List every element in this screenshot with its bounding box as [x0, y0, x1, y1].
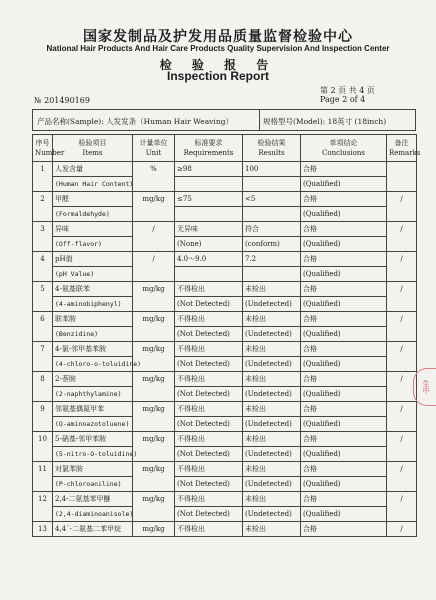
result-en: (Undetected)	[243, 357, 301, 372]
conclusion-en: (Qualified)	[301, 207, 387, 222]
item-name-cn: 2-萘胺	[53, 372, 133, 387]
requirement-cn: 不得检出	[175, 312, 243, 327]
table-row	[33, 462, 417, 477]
requirement-cn: 不得检出	[175, 492, 243, 507]
remark-cell: /	[387, 252, 417, 282]
requirement-en: (Not Detected)	[175, 327, 243, 342]
requirement-en: (Not Detected)	[175, 387, 243, 402]
row-number: 11	[33, 462, 53, 492]
row-number: 3	[33, 222, 53, 252]
result-en: (conform)	[243, 237, 301, 252]
unit-cell: %	[133, 162, 175, 192]
col-header-conclusions: 单项结论 Conclusions	[301, 135, 387, 162]
conclusion-cn: 合格	[301, 312, 387, 327]
table-row-en	[33, 357, 417, 372]
result-cn: 100	[243, 162, 301, 177]
conclusion-en: (Qualified)	[301, 477, 387, 492]
requirement-en: (None)	[175, 237, 243, 252]
remark-cell: /	[387, 282, 417, 312]
unit-cell: mg/kg	[133, 432, 175, 462]
conclusion-en: (Qualified)	[301, 327, 387, 342]
result-cn: 未检出	[243, 492, 301, 507]
requirement-en	[175, 267, 243, 282]
row-number: 5	[33, 282, 53, 312]
sample-divider	[259, 110, 260, 130]
result-cn: 未检出	[243, 432, 301, 447]
requirement-cn: ≥98	[175, 162, 243, 177]
conclusion-cn: 合格	[301, 402, 387, 417]
remark-cell: /	[387, 522, 417, 537]
unit-cell: mg/kg	[133, 192, 175, 222]
conclusion-en: (Qualified)	[301, 297, 387, 312]
col-header-number: 序号 Number	[33, 135, 53, 162]
report-title-cn: 检 验 报 告	[159, 58, 277, 72]
item-name-en: (O-aminoazotoluene)	[53, 417, 133, 432]
sample-label: 产品名称(Sample): 人发发条（Human Hair Weaving）	[37, 117, 233, 126]
result-en: (Undetected)	[243, 387, 301, 402]
table-row	[33, 372, 417, 387]
remark-cell: /	[387, 372, 417, 402]
item-name-en: (Off-flavor)	[53, 237, 133, 252]
row-number: 13	[33, 522, 53, 537]
result-cn: <5	[243, 192, 301, 207]
remark-cell: /	[387, 312, 417, 342]
result-en	[243, 267, 301, 282]
row-number: 8	[33, 372, 53, 402]
item-name-cn: pH值	[53, 252, 133, 267]
conclusion-cn: 合格	[301, 252, 387, 267]
conclusion-cn: 合格	[301, 372, 387, 387]
unit-cell: /	[133, 222, 175, 252]
requirement-cn: 不得检出	[175, 372, 243, 387]
conclusion-cn: 合格	[301, 222, 387, 237]
conclusion-en: (Qualified)	[301, 507, 387, 522]
conclusion-en: (Qualified)	[301, 237, 387, 252]
result-cn: 未检出	[243, 462, 301, 477]
conclusion-en: (Qualified)	[301, 177, 387, 192]
table-row-en	[33, 507, 417, 522]
result-en: (Undetected)	[243, 507, 301, 522]
conclusion-cn: 合格	[301, 522, 387, 537]
table-row	[33, 402, 417, 417]
unit-cell: mg/kg	[133, 462, 175, 492]
table-row	[33, 252, 417, 267]
table-row	[33, 282, 417, 297]
requirement-en: (Not Detected)	[175, 357, 243, 372]
col-header-results: 检验结果 Results	[243, 135, 301, 162]
item-name-en: (2-naphthylamine)	[53, 387, 133, 402]
table-row-en	[33, 237, 417, 252]
item-name-cn: 2,4-二氨基苯甲醚	[53, 492, 133, 507]
table-row	[33, 522, 417, 537]
report-number: № 201490169	[34, 96, 90, 105]
table-row	[33, 222, 417, 237]
remark-cell: /	[387, 402, 417, 432]
requirement-cn: ≤75	[175, 192, 243, 207]
unit-cell: mg/kg	[133, 522, 175, 537]
remark-cell: /	[387, 432, 417, 462]
result-en: (Undetected)	[243, 477, 301, 492]
col-header-requirements: 标准要求 Requirements	[175, 135, 243, 162]
item-name-cn: 邻氨基偶氮甲苯	[53, 402, 133, 417]
unit-cell: mg/kg	[133, 402, 175, 432]
item-name-cn: 4-氨基联苯	[53, 282, 133, 297]
remark-cell	[387, 162, 417, 192]
requirement-en: (Not Detected)	[175, 507, 243, 522]
remark-cell: /	[387, 492, 417, 522]
item-name-cn: 人发含量	[53, 162, 133, 177]
result-en: (Undetected)	[243, 447, 301, 462]
col-header-unit: 计量单位 Unit	[133, 135, 175, 162]
table-row	[33, 312, 417, 327]
requirement-en: (Not Detected)	[175, 477, 243, 492]
table-row-en	[33, 207, 417, 222]
item-name-en: (Benzidine)	[53, 327, 133, 342]
table-row-en	[33, 417, 417, 432]
remark-cell: /	[387, 342, 417, 372]
result-cn: 未检出	[243, 372, 301, 387]
requirement-cn: 无异味	[175, 222, 243, 237]
conclusion-en: (Qualified)	[301, 267, 387, 282]
table-row-en	[33, 267, 417, 282]
remark-cell: /	[387, 222, 417, 252]
conclusion-cn: 合格	[301, 282, 387, 297]
conclusion-cn: 合格	[301, 462, 387, 477]
item-name-cn: 4-氯-邻甲基苯胺	[53, 342, 133, 357]
row-number: 6	[33, 312, 53, 342]
table-row-en	[33, 477, 417, 492]
row-number: 12	[33, 492, 53, 522]
requirement-cn: 不得检出	[175, 462, 243, 477]
requirement-cn: 不得检出	[175, 282, 243, 297]
conclusion-en: (Qualified)	[301, 447, 387, 462]
result-cn: 符合	[243, 222, 301, 237]
item-name-en: (4-aminobiphenyl)	[53, 297, 133, 312]
result-cn: 未检出	[243, 342, 301, 357]
page-indicator-en: Page 2 of 4	[320, 95, 366, 104]
row-number: 2	[33, 192, 53, 222]
conclusion-en: (Qualified)	[301, 387, 387, 402]
table-row	[33, 162, 417, 177]
item-name-en: (pH Value)	[53, 267, 133, 282]
red-seal-stamp: 生中	[413, 368, 436, 406]
conclusion-cn: 合格	[301, 162, 387, 177]
result-cn: 未检出	[243, 312, 301, 327]
requirement-cn: 不得检出	[175, 522, 243, 537]
table-row	[33, 492, 417, 507]
report-title-en: Inspection Report	[166, 69, 269, 83]
table-row-en	[33, 387, 417, 402]
conclusion-en: (Qualified)	[301, 357, 387, 372]
col-header-remarks: 备注 Remarks	[387, 135, 417, 162]
row-number: 9	[33, 402, 53, 432]
row-number: 10	[33, 432, 53, 462]
result-en: (Undetected)	[243, 417, 301, 432]
page-indicator-cn: 第 2 页 共 4 页	[320, 86, 375, 95]
item-name-cn: 联苯胺	[53, 312, 133, 327]
table-row	[33, 192, 417, 207]
item-name-en: (4-chloro-o-toluidine)	[53, 357, 133, 372]
requirement-cn: 不得检出	[175, 342, 243, 357]
sample-info-row	[32, 109, 416, 131]
result-cn: 未检出	[243, 402, 301, 417]
conclusion-cn: 合格	[301, 192, 387, 207]
requirement-cn: 4.0～9.0	[175, 252, 243, 267]
remark-cell: /	[387, 462, 417, 492]
inspection-table	[32, 134, 421, 537]
item-name-cn: 5-硝基-邻甲苯胺	[53, 432, 133, 447]
result-en: (Undetected)	[243, 327, 301, 342]
table-header-row	[33, 135, 417, 162]
unit-cell: mg/kg	[133, 312, 175, 342]
table-row-en	[33, 177, 417, 192]
table-row	[33, 342, 417, 357]
unit-cell: mg/kg	[133, 282, 175, 312]
item-name-cn: 甲醛	[53, 192, 133, 207]
result-en	[243, 207, 301, 222]
requirement-en: (Not Detected)	[175, 447, 243, 462]
unit-cell: mg/kg	[133, 492, 175, 522]
requirement-en: (Not Detected)	[175, 417, 243, 432]
result-cn: 未检出	[243, 282, 301, 297]
row-number: 4	[33, 252, 53, 282]
item-name-en: (Formaldehyde)	[53, 207, 133, 222]
item-name-cn: 异味	[53, 222, 133, 237]
table-row	[33, 432, 417, 447]
unit-cell: mg/kg	[133, 342, 175, 372]
center-title-cn: 国家发制品及护发用品质量监督检验中心	[83, 29, 353, 45]
conclusion-cn: 合格	[301, 432, 387, 447]
item-name-en: (2,4-diaminoanisole)	[53, 507, 133, 522]
requirement-en	[175, 177, 243, 192]
item-name-en: (P-chloroaniline)	[53, 477, 133, 492]
result-en: (Undetected)	[243, 297, 301, 312]
center-title-en: National Hair Products And Hair Care Products Quality Supervision And Inspection Center	[46, 44, 390, 53]
conclusion-en: (Qualified)	[301, 417, 387, 432]
unit-cell: mg/kg	[133, 372, 175, 402]
item-name-cn: 4,4´-二氨基二苯甲烷	[53, 522, 133, 537]
unit-cell: /	[133, 252, 175, 282]
requirement-cn: 不得检出	[175, 402, 243, 417]
col-header-items: 检验项目 Items	[53, 135, 133, 162]
remark-cell: /	[387, 192, 417, 222]
item-name-en: (Human Hair Content)	[53, 177, 133, 192]
row-number: 7	[33, 342, 53, 372]
result-cn: 7.2	[243, 252, 301, 267]
table-row-en	[33, 327, 417, 342]
result-cn: 未检出	[243, 522, 301, 537]
table-row-en	[33, 297, 417, 312]
requirement-en: (Not Detected)	[175, 297, 243, 312]
item-name-cn: 对氯苯胺	[53, 462, 133, 477]
requirement-cn: 不得检出	[175, 432, 243, 447]
conclusion-cn: 合格	[301, 342, 387, 357]
result-en	[243, 177, 301, 192]
table-row-en	[33, 447, 417, 462]
item-name-en: (5-nitro-O-toluidine)	[53, 447, 133, 462]
table-body	[33, 162, 417, 537]
model-label: 规格型号(Model): 18英寸 (18inch)	[263, 117, 387, 126]
requirement-en	[175, 207, 243, 222]
conclusion-cn: 合格	[301, 492, 387, 507]
row-number: 1	[33, 162, 53, 192]
